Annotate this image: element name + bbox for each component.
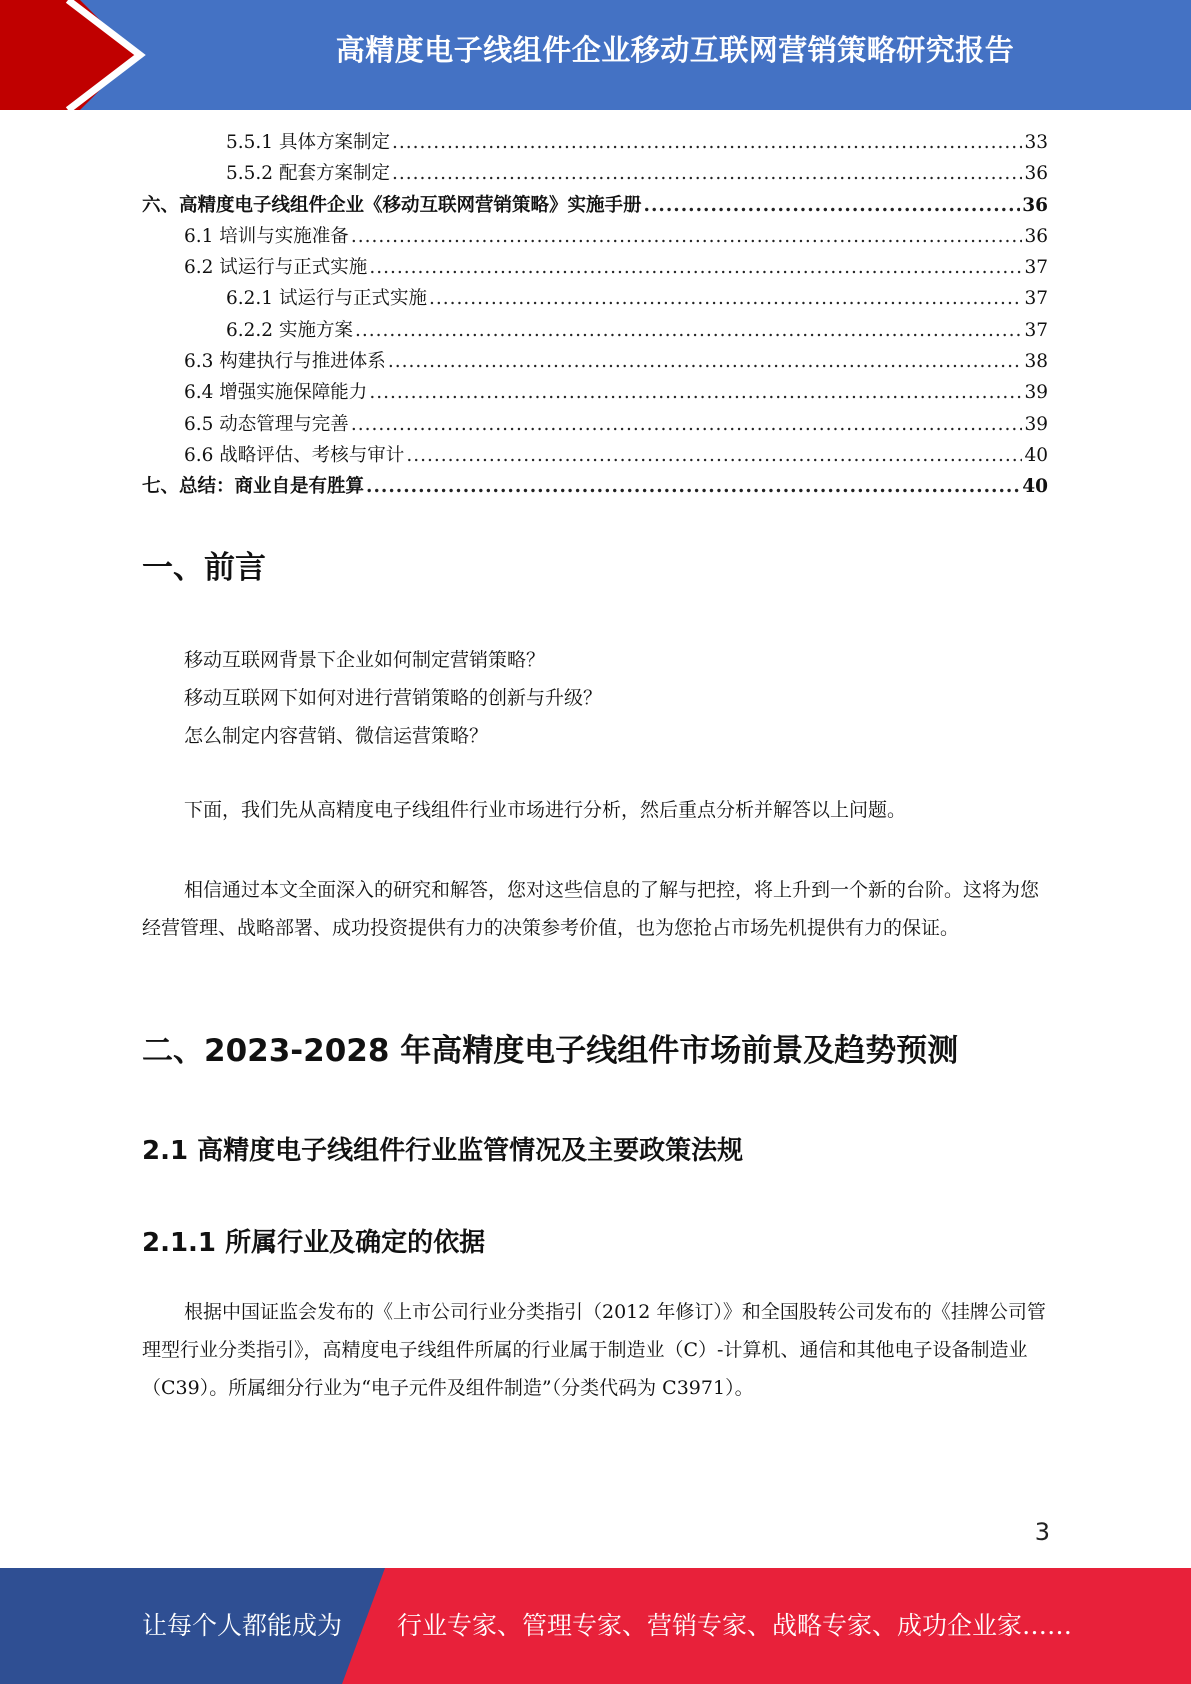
toc-leader-dots: [406, 445, 1022, 466]
toc-entry[interactable]: [142, 378, 1048, 409]
toc-entry[interactable]: [142, 316, 1048, 347]
toc-entry[interactable]: [142, 472, 1048, 503]
toc-entry-page: 37: [1024, 319, 1048, 341]
toc-entry[interactable]: [142, 253, 1048, 284]
toc-leader-dots: [392, 132, 1022, 153]
toc-entry[interactable]: [142, 159, 1048, 190]
toc-entry-page: 39: [1024, 382, 1048, 404]
page-number: 3: [1034, 1518, 1050, 1546]
toc-entry-label: 七、总结：商业自是有胜算: [142, 476, 365, 498]
page-footer: [0, 1568, 1191, 1684]
toc-entry-label: 6.1 培训与实施准备: [184, 225, 349, 247]
report-title: 高精度电子线组件企业移动互联网营销策略研究报告: [335, 33, 1015, 67]
toc-entry-page: 33: [1024, 132, 1048, 153]
toc-entry-page: 36: [1022, 194, 1048, 216]
toc-entry-page: 36: [1024, 163, 1048, 185]
toc-entry-page: 36: [1024, 225, 1048, 247]
table-of-contents: [142, 128, 1048, 504]
toc-entry[interactable]: [142, 410, 1048, 441]
toc-entry[interactable]: [142, 191, 1048, 222]
toc-entry[interactable]: [142, 347, 1048, 378]
subsubsection-heading: 2.1.1 所属行业及确定的依据: [142, 1228, 486, 1258]
toc-entry-page: 39: [1024, 413, 1048, 435]
subsection-heading: 2.1 高精度电子线组件行业监管情况及主要政策法规: [142, 1136, 744, 1166]
toc-entry-page: 38: [1024, 351, 1048, 373]
toc-leader-dots: [644, 195, 1021, 216]
toc-entry-page: 40: [1022, 476, 1048, 498]
footer-slogan-left: 让每个人都能成为: [142, 1611, 343, 1640]
toc-leader-dots: [429, 288, 1022, 309]
toc-leader-dots: [351, 414, 1023, 435]
toc-leader-dots: [369, 257, 1022, 278]
toc-leader-dots: [392, 163, 1022, 184]
toc-leader-dots: [351, 226, 1023, 247]
section-heading-preface: 一、前言: [142, 550, 266, 586]
question-line: 怎么制定内容营销、微信运营策略？: [184, 725, 489, 747]
paragraph: 下面，我们先从高精度电子线组件行业市场进行分析，然后重点分析并解答以上问题。: [184, 799, 907, 821]
page-header: [0, 0, 1191, 110]
toc-entry-label: 6.4 增强实施保障能力: [184, 382, 368, 404]
toc-entry-page: 40: [1024, 444, 1048, 466]
paragraph: 相信通过本文全面深入的研究和解答，您对这些信息的了解与把控，将上升到一个新的台阶。这将为您经营管理、战略部署、成功投资提供有力的决策参考价值，也为您抢占市场先机提供有力的保证。: [142, 879, 1040, 939]
toc-entry-label: 6.2.1 试运行与正式实施: [226, 288, 427, 310]
section-heading-market: 二、2023-2028 年高精度电子线组件市场前景及趋势预测: [142, 1033, 959, 1069]
toc-leader-dots: [355, 320, 1023, 341]
paragraph: 根据中国证监会发布的《上市公司行业分类指引（2012 年修订）》和全国股转公司发布的《挂牌公司管理型行业分类指引》，高精度电子线组件所属的行业属于制造业（C）-计算机、通信和其他电子设备制造业（C39）。所属细分行业为“电子元件及组件制造”（分类代码为 C3971）。: [142, 1301, 1046, 1399]
toc-entry-label: 6.2.2 实施方案: [226, 319, 353, 341]
toc-entry-label: 六、高精度电子线组件企业《移动互联网营销策略》实施手册: [142, 194, 642, 216]
toc-entry-label: 6.5 动态管理与完善: [184, 413, 349, 435]
toc-entry-label: 6.6 战略评估、考核与审计: [184, 444, 405, 466]
toc-entry-page: 37: [1024, 257, 1048, 279]
header-chevron-icon: [0, 0, 160, 110]
question-line: 移动互联网背景下企业如何制定营销策略？: [184, 649, 546, 671]
toc-entry[interactable]: [142, 441, 1048, 472]
toc-entry[interactable]: [142, 222, 1048, 253]
toc-entry-label: 5.5.2 配套方案制定: [226, 163, 390, 185]
toc-leader-dots: [366, 476, 1020, 497]
footer-slogan-right: 行业专家、管理专家、营销专家、战略专家、成功企业家……: [397, 1611, 1073, 1640]
toc-entry[interactable]: [142, 128, 1048, 159]
toc-entry-label: 6.2 试运行与正式实施: [184, 257, 368, 279]
toc-entry-label: 5.5.1 具体方案制定: [226, 132, 390, 153]
toc-entry[interactable]: [142, 284, 1048, 315]
question-line: 移动互联网下如何对进行营销策略的创新与升级？: [184, 687, 603, 709]
toc-leader-dots: [388, 351, 1023, 372]
toc-leader-dots: [369, 382, 1022, 403]
toc-entry-label: 6.3 构建执行与推进体系: [184, 351, 386, 373]
toc-entry-page: 37: [1024, 288, 1048, 310]
